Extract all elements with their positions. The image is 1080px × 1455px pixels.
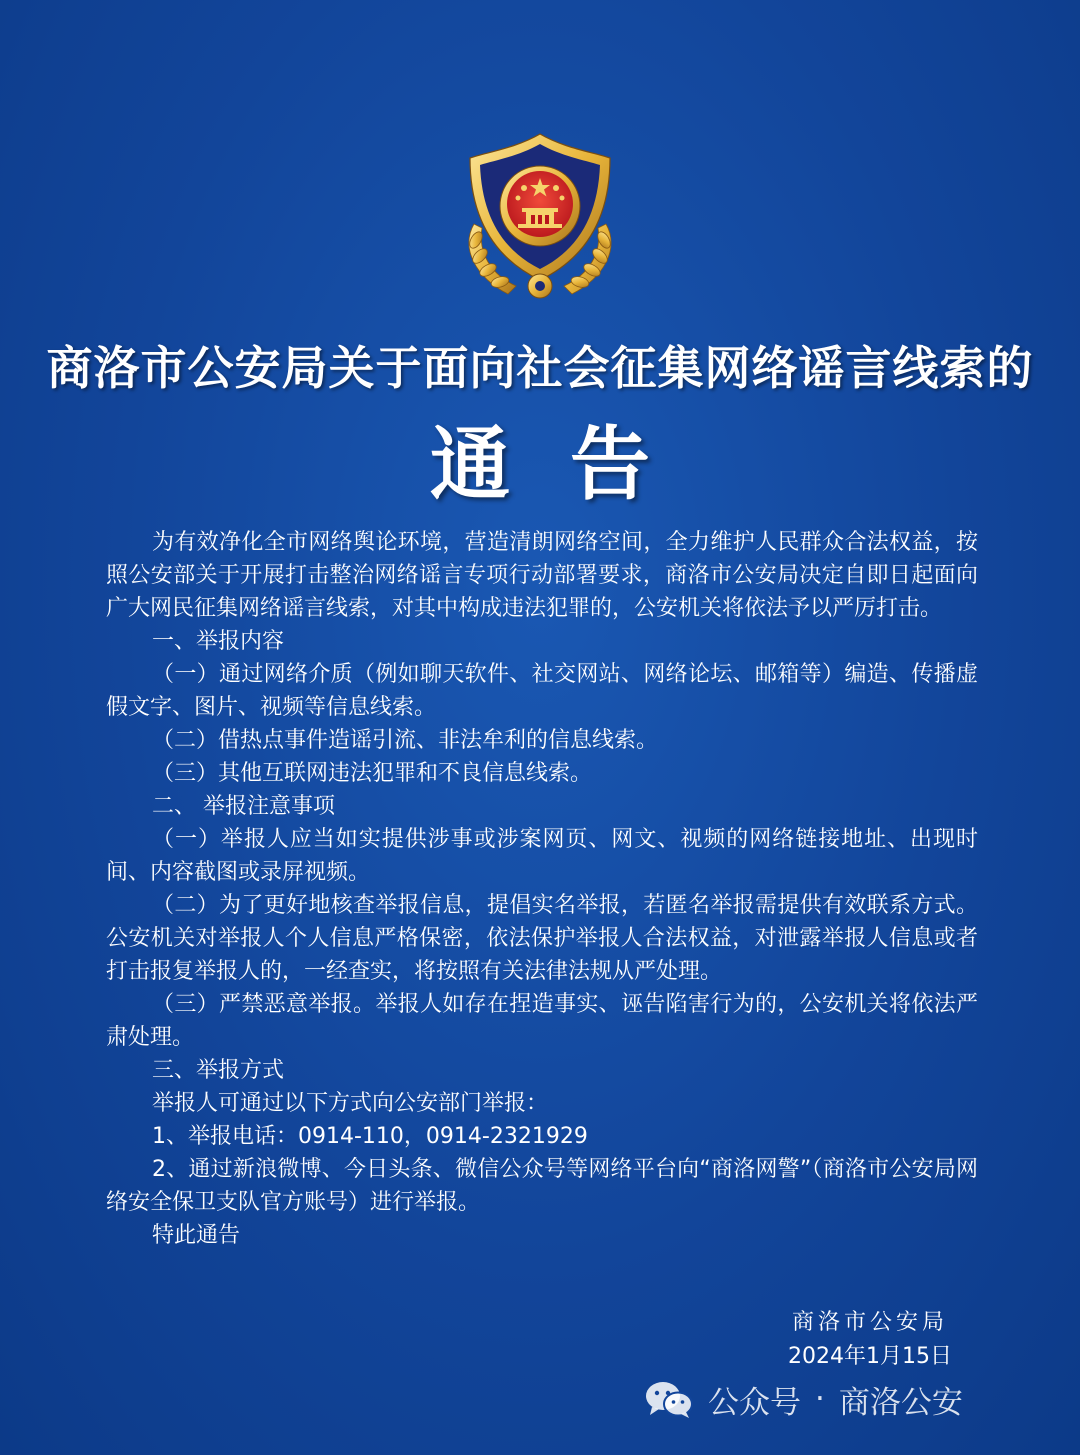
signature-org: 商洛市公安局 (792, 1310, 949, 1335)
watermark-separator: · (815, 1381, 825, 1417)
signature-block (788, 1306, 952, 1374)
paragraph-item: （一）举报人应当如实提供涉事或涉案网页、网文、视频的网络链接地址、出现时间、内容截图或录屏视频。 (106, 827, 978, 885)
paragraph-item: （一）通过网络介质（例如聊天软件、社交网站、网络论坛、邮箱等）编造、传播虚假文字、图片、视频等信息线索。 (106, 662, 978, 720)
section-heading-report-notes: 二、 举报注意事项 (152, 794, 335, 819)
section-heading-report-content: 一、举报内容 (152, 629, 285, 654)
notice-title-line1: 商洛市公安局关于面向社会征集网络谣言线索的 (46, 341, 1034, 395)
paragraph-item: 举报人可通过以下方式向公安部门举报： (152, 1091, 549, 1116)
paragraph-closing: 特此通告 (152, 1223, 241, 1248)
paragraph-item: 2、通过新浪微博、今日头条、微信公众号等网络平台向“商洛网警”（商洛市公安局网络安全保卫支队官方账号）进行举报。 (106, 1157, 978, 1215)
paragraph-item: （二）为了更好地核查举报信息，提倡实名举报，若匿名举报需提供有效联系方式。公安机关对举报人个人信息严格保密，依法保护举报人合法权益，对泄露举报人信息或者打击报复举报人的，一经查实，将按照有关法律法规从严处理。 (106, 893, 978, 984)
paragraph-item: （三）严禁恶意举报。举报人如存在捏造事实、诬告陷害行为的，公安机关将依法严肃处理。 (106, 992, 978, 1050)
watermark-label: 公众号 (708, 1384, 801, 1421)
section-heading-report-methods: 三、举报方式 (152, 1058, 285, 1083)
watermark-account: 商洛公安 (838, 1384, 963, 1421)
wechat-icon (644, 1379, 694, 1419)
watermark (644, 1375, 963, 1423)
paragraph-intro: 为有效净化全市网络舆论环境，营造清朗网络空间，全力维护人民群众合法权益，按照公安部关于开展打击整治网络谣言专项行动部署要求，商洛市公安局决定自即日起面向广大网民征集网络谣言线索，对其中构成违法犯罪的，公安机关将依法予以严厉打击。 (106, 530, 978, 621)
paragraph-item: （二）借热点事件造谣引流、非法牟利的信息线索。 (152, 728, 659, 753)
notice-title-line2: 通告 (430, 417, 710, 511)
paragraph-item: （三）其他互联网违法犯罪和不良信息线索。 (152, 761, 593, 786)
notice-body (106, 526, 978, 1252)
paragraph-phone: 1、举报电话：0914-110，0914-2321929 (152, 1124, 588, 1149)
signature-date: 2024年1月15日 (788, 1344, 952, 1369)
police-emblem (446, 128, 634, 308)
